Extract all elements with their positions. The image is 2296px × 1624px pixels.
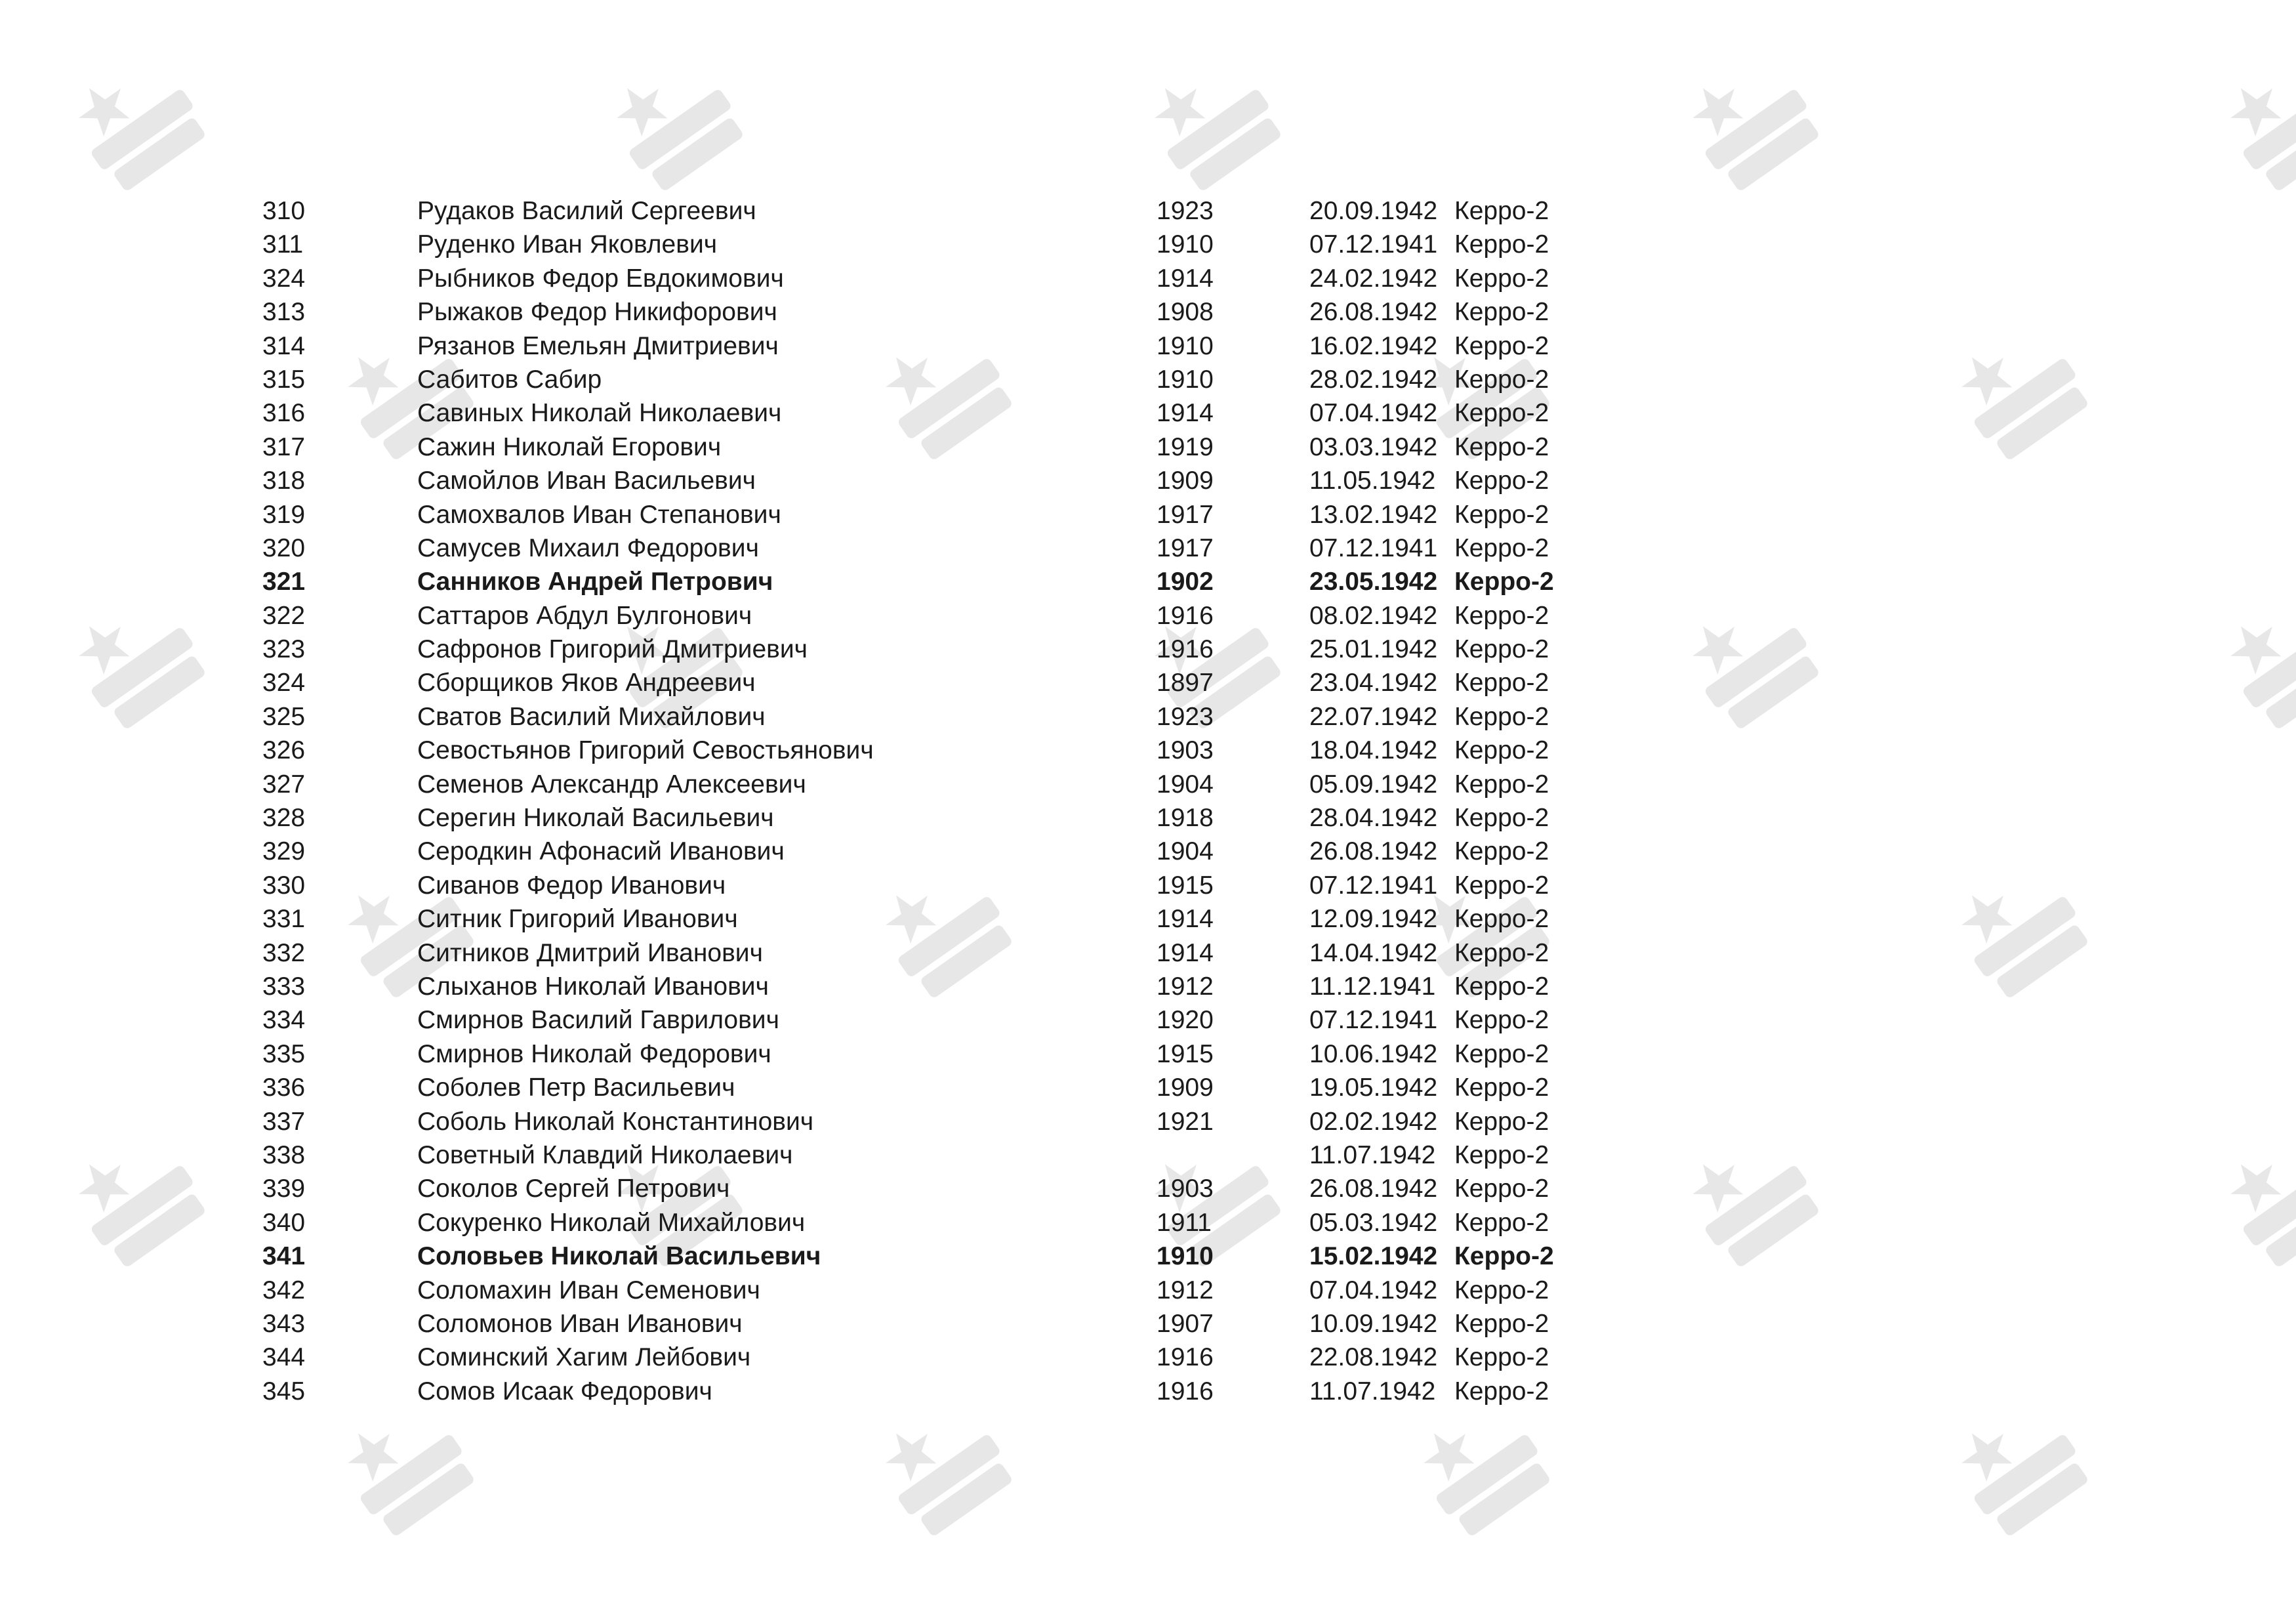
death-date: 07.12.1941 [1309, 230, 1438, 259]
person-name: Советный Клавдий Николаевич [417, 1140, 793, 1169]
birth-year: 1912 [1157, 972, 1214, 1001]
table-row [262, 531, 1640, 565]
person-name: Севостьянов Григорий Севостьянович [417, 736, 874, 765]
birth-year: 1914 [1157, 399, 1214, 428]
burial-place: Керро-2 [1454, 1276, 1549, 1304]
death-date: 13.02.1942 [1309, 500, 1438, 529]
birth-year: 1909 [1157, 467, 1214, 495]
table-row [262, 801, 1640, 835]
watermark-logo-icon [1948, 860, 2099, 1010]
person-name: Сабитов Сабир [417, 365, 602, 394]
burial-place: Керро-2 [1454, 871, 1549, 900]
person-name: Соломонов Иван Иванович [417, 1309, 743, 1338]
table-row [262, 970, 1640, 1003]
person-name: Соминский Хагим Лейбович [417, 1343, 751, 1372]
person-name: Сиванов Федор Иванович [417, 871, 726, 900]
death-date: 19.05.1942 [1309, 1073, 1438, 1102]
death-date: 20.09.1942 [1309, 197, 1438, 225]
birth-year: 1903 [1157, 1175, 1214, 1203]
record-number: 345 [262, 1377, 306, 1405]
table-row [262, 228, 1640, 261]
birth-year: 1909 [1157, 1073, 1214, 1102]
table-row [262, 565, 1640, 598]
birth-year: 1920 [1157, 1006, 1214, 1035]
record-number: 341 [262, 1242, 306, 1271]
birth-year: 1910 [1157, 365, 1214, 394]
person-name: Санников Андрей Петрович [417, 568, 773, 596]
table-row [262, 329, 1640, 363]
birth-year: 1910 [1157, 1242, 1214, 1271]
burial-place: Керро-2 [1454, 399, 1549, 428]
person-name: Самусев Михаил Федорович [417, 533, 759, 562]
watermark-logo-icon [1679, 1129, 1830, 1280]
death-date: 03.03.1942 [1309, 432, 1438, 461]
burial-place: Керро-2 [1454, 197, 1549, 225]
death-date: 07.12.1941 [1309, 533, 1438, 562]
record-number: 336 [262, 1073, 306, 1102]
person-name: Саттаров Абдул Булгонович [417, 601, 752, 630]
record-number: 333 [262, 972, 306, 1001]
table-row [262, 1341, 1640, 1374]
person-name: Сажин Николай Егорович [417, 432, 722, 461]
watermark-logo-icon [66, 52, 216, 203]
record-number: 340 [262, 1208, 306, 1237]
record-number: 335 [262, 1039, 306, 1068]
record-number: 320 [262, 533, 306, 562]
burial-place: Керро-2 [1454, 1140, 1549, 1169]
burial-place: Керро-2 [1454, 736, 1549, 765]
birth-year: 1921 [1157, 1107, 1214, 1136]
burial-place: Керро-2 [1454, 467, 1549, 495]
burial-place: Керро-2 [1454, 702, 1549, 731]
record-number: 331 [262, 905, 306, 934]
record-number: 310 [262, 197, 306, 225]
table-row [262, 1037, 1640, 1071]
birth-year: 1914 [1157, 264, 1214, 293]
table-row [262, 363, 1640, 396]
record-number: 324 [262, 264, 306, 293]
birth-year: 1911 [1157, 1208, 1212, 1237]
birth-year: 1912 [1157, 1276, 1214, 1304]
death-date: 08.02.1942 [1309, 601, 1438, 630]
death-date: 11.12.1941 [1309, 972, 1436, 1001]
burial-place: Керро-2 [1454, 365, 1549, 394]
birth-year: 1904 [1157, 770, 1214, 799]
watermark-logo-icon [1679, 52, 1830, 203]
record-number: 326 [262, 736, 306, 765]
record-number: 325 [262, 702, 306, 731]
person-name: Сокуренко Николай Михайлович [417, 1208, 806, 1237]
person-name: Рыбников Федор Евдокимович [417, 264, 784, 293]
record-number: 330 [262, 871, 306, 900]
record-number: 332 [262, 938, 306, 967]
death-date: 07.12.1941 [1309, 871, 1438, 900]
burial-place: Керро-2 [1454, 837, 1549, 866]
burial-place: Керро-2 [1454, 1242, 1554, 1271]
birth-year: 1923 [1157, 197, 1214, 225]
table-row [262, 464, 1640, 497]
burial-place: Керро-2 [1454, 905, 1549, 934]
record-number: 315 [262, 365, 306, 394]
birth-year: 1923 [1157, 702, 1214, 731]
record-number: 337 [262, 1107, 306, 1136]
birth-year: 1897 [1157, 669, 1214, 697]
birth-year: 1908 [1157, 298, 1214, 327]
burial-place: Керро-2 [1454, 533, 1549, 562]
birth-year: 1918 [1157, 804, 1214, 833]
birth-year: 1910 [1157, 230, 1214, 259]
watermark-logo-icon [66, 591, 216, 741]
table-row [262, 835, 1640, 868]
death-date: 22.07.1942 [1309, 702, 1438, 731]
record-number: 339 [262, 1175, 306, 1203]
table-row [262, 666, 1640, 699]
person-name: Руденко Иван Яковлевич [417, 230, 718, 259]
person-name: Слыханов Николай Иванович [417, 972, 769, 1001]
burial-place: Керро-2 [1454, 1039, 1549, 1068]
person-name: Серегин Николай Васильевич [417, 804, 774, 833]
table-row [262, 902, 1640, 936]
burial-place: Керро-2 [1454, 972, 1549, 1001]
record-number: 318 [262, 467, 306, 495]
table-row [262, 700, 1640, 734]
table-row [262, 1375, 1640, 1408]
birth-year: 1914 [1157, 938, 1214, 967]
table-row [262, 295, 1640, 329]
person-name: Сафронов Григорий Дмитриевич [417, 635, 808, 664]
birth-year: 1915 [1157, 1039, 1214, 1068]
record-number: 322 [262, 601, 306, 630]
table-row [262, 1172, 1640, 1205]
birth-year: 1916 [1157, 1343, 1214, 1372]
burial-place: Керро-2 [1454, 1073, 1549, 1102]
death-date: 07.04.1942 [1309, 1276, 1438, 1304]
person-name: Соловьев Николай Васильевич [417, 1242, 821, 1271]
death-date: 26.08.1942 [1309, 837, 1438, 866]
death-date: 11.07.1942 [1309, 1140, 1436, 1169]
burial-place: Керро-2 [1454, 1377, 1549, 1405]
table-row [262, 396, 1640, 430]
watermark-logo-icon [2217, 1129, 2296, 1280]
table-row [262, 633, 1640, 666]
watermark-logo-icon [335, 1398, 485, 1549]
death-date: 22.08.1942 [1309, 1343, 1438, 1372]
person-name: Рыжаков Федор Никифорович [417, 298, 777, 327]
birth-year: 1916 [1157, 601, 1214, 630]
watermark-logo-icon [66, 1129, 216, 1280]
death-date: 25.01.1942 [1309, 635, 1438, 664]
table-row [262, 768, 1640, 801]
table-row [262, 1239, 1640, 1273]
table-row [262, 1105, 1640, 1138]
person-name: Самойлов Иван Васильевич [417, 467, 756, 495]
death-date: 07.04.1942 [1309, 399, 1438, 428]
death-date: 23.04.1942 [1309, 669, 1438, 697]
table-row [262, 194, 1640, 228]
record-number: 344 [262, 1343, 306, 1372]
record-number: 317 [262, 432, 306, 461]
burial-place: Керро-2 [1454, 264, 1549, 293]
record-number: 327 [262, 770, 306, 799]
table-row [262, 1003, 1640, 1037]
person-name: Сомов Исаак Федорович [417, 1377, 712, 1405]
table-row [262, 734, 1640, 767]
watermark-logo-icon [1948, 1398, 2099, 1549]
burial-place: Керро-2 [1454, 635, 1549, 664]
record-number: 328 [262, 804, 306, 833]
record-number: 316 [262, 399, 306, 428]
table-row [262, 869, 1640, 902]
person-name: Соломахин Иван Семенович [417, 1276, 760, 1304]
death-date: 18.04.1942 [1309, 736, 1438, 765]
person-name: Семенов Александр Алексеевич [417, 770, 806, 799]
record-number: 319 [262, 500, 306, 529]
burial-place: Керро-2 [1454, 1107, 1549, 1136]
birth-year: 1904 [1157, 837, 1214, 866]
watermark-logo-icon [2217, 591, 2296, 741]
burial-place: Керро-2 [1454, 331, 1549, 360]
table-row [262, 1206, 1640, 1239]
death-date: 12.09.1942 [1309, 905, 1438, 934]
death-date: 16.02.1942 [1309, 331, 1438, 360]
record-number: 334 [262, 1006, 306, 1035]
burial-place: Керро-2 [1454, 1175, 1549, 1203]
death-date: 05.03.1942 [1309, 1208, 1438, 1237]
record-number: 342 [262, 1276, 306, 1304]
record-table [262, 194, 1640, 1408]
death-date: 14.04.1942 [1309, 938, 1438, 967]
table-row [262, 430, 1640, 464]
table-row [262, 599, 1640, 633]
burial-place: Керро-2 [1454, 770, 1549, 799]
record-number: 313 [262, 298, 306, 327]
birth-year: 1916 [1157, 635, 1214, 664]
birth-year: 1917 [1157, 533, 1214, 562]
person-name: Ситник Григорий Иванович [417, 905, 738, 934]
death-date: 05.09.1942 [1309, 770, 1438, 799]
watermark-logo-icon [1679, 591, 1830, 741]
birth-year: 1914 [1157, 905, 1214, 934]
birth-year: 1907 [1157, 1309, 1214, 1338]
person-name: Сборщиков Яков Андреевич [417, 669, 756, 697]
birth-year: 1910 [1157, 331, 1214, 360]
record-number: 338 [262, 1140, 306, 1169]
record-number: 323 [262, 635, 306, 664]
person-name: Соколов Сергей Петрович [417, 1175, 730, 1203]
person-name: Серодкин Афонасий Иванович [417, 837, 785, 866]
burial-place: Керро-2 [1454, 230, 1549, 259]
death-date: 02.02.1942 [1309, 1107, 1438, 1136]
birth-year: 1917 [1157, 500, 1214, 529]
death-date: 11.07.1942 [1309, 1377, 1436, 1405]
burial-place: Керро-2 [1454, 1208, 1549, 1237]
table-row [262, 1307, 1640, 1341]
burial-place: Керро-2 [1454, 938, 1549, 967]
table-row [262, 262, 1640, 295]
person-name: Ситников Дмитрий Иванович [417, 938, 763, 967]
birth-year: 1915 [1157, 871, 1214, 900]
burial-place: Керро-2 [1454, 1343, 1549, 1372]
death-date: 28.04.1942 [1309, 804, 1438, 833]
burial-place: Керро-2 [1454, 601, 1549, 630]
record-number: 343 [262, 1309, 306, 1338]
death-date: 24.02.1942 [1309, 264, 1438, 293]
death-date: 28.02.1942 [1309, 365, 1438, 394]
table-row [262, 936, 1640, 970]
table-row [262, 1138, 1640, 1172]
birth-year: 1902 [1157, 568, 1214, 596]
record-number: 324 [262, 669, 306, 697]
burial-place: Керро-2 [1454, 432, 1549, 461]
watermark-logo-icon [1410, 1398, 1561, 1549]
record-number: 314 [262, 331, 306, 360]
death-date: 26.08.1942 [1309, 298, 1438, 327]
person-name: Сватов Василий Михайлович [417, 702, 766, 731]
person-name: Соболь Николай Константинович [417, 1107, 814, 1136]
burial-place: Керро-2 [1454, 298, 1549, 327]
burial-place: Керро-2 [1454, 1006, 1549, 1035]
watermark-logo-icon [1141, 52, 1292, 203]
person-name: Рудаков Василий Сергеевич [417, 197, 756, 225]
person-name: Самохвалов Иван Степанович [417, 500, 781, 529]
table-row [262, 1274, 1640, 1307]
death-date: 10.06.1942 [1309, 1039, 1438, 1068]
death-date: 10.09.1942 [1309, 1309, 1438, 1338]
death-date: 11.05.1942 [1309, 467, 1436, 495]
record-number: 321 [262, 568, 306, 596]
birth-year: 1916 [1157, 1377, 1214, 1405]
burial-place: Керро-2 [1454, 500, 1549, 529]
person-name: Соболев Петр Васильевич [417, 1073, 735, 1102]
birth-year: 1919 [1157, 432, 1214, 461]
death-date: 07.12.1941 [1309, 1006, 1438, 1035]
person-name: Савиных Николай Николаевич [417, 399, 782, 428]
burial-place: Керро-2 [1454, 568, 1554, 596]
person-name: Смирнов Василий Гаврилович [417, 1006, 779, 1035]
person-name: Смирнов Николай Федорович [417, 1039, 771, 1068]
death-date: 26.08.1942 [1309, 1175, 1438, 1203]
death-date: 15.02.1942 [1309, 1242, 1438, 1271]
burial-place: Керро-2 [1454, 804, 1549, 833]
table-row [262, 498, 1640, 531]
record-number: 311 [262, 230, 304, 259]
watermark-logo-icon [604, 52, 754, 203]
watermark-logo-icon [1948, 322, 2099, 472]
birth-year: 1903 [1157, 736, 1214, 765]
watermark-logo-icon [2217, 52, 2296, 203]
record-number: 329 [262, 837, 306, 866]
burial-place: Керро-2 [1454, 669, 1549, 697]
person-name: Рязанов Емельян Дмитриевич [417, 331, 779, 360]
table-row [262, 1071, 1640, 1104]
death-date: 23.05.1942 [1309, 568, 1438, 596]
burial-place: Керро-2 [1454, 1309, 1549, 1338]
watermark-logo-icon [872, 1398, 1023, 1549]
